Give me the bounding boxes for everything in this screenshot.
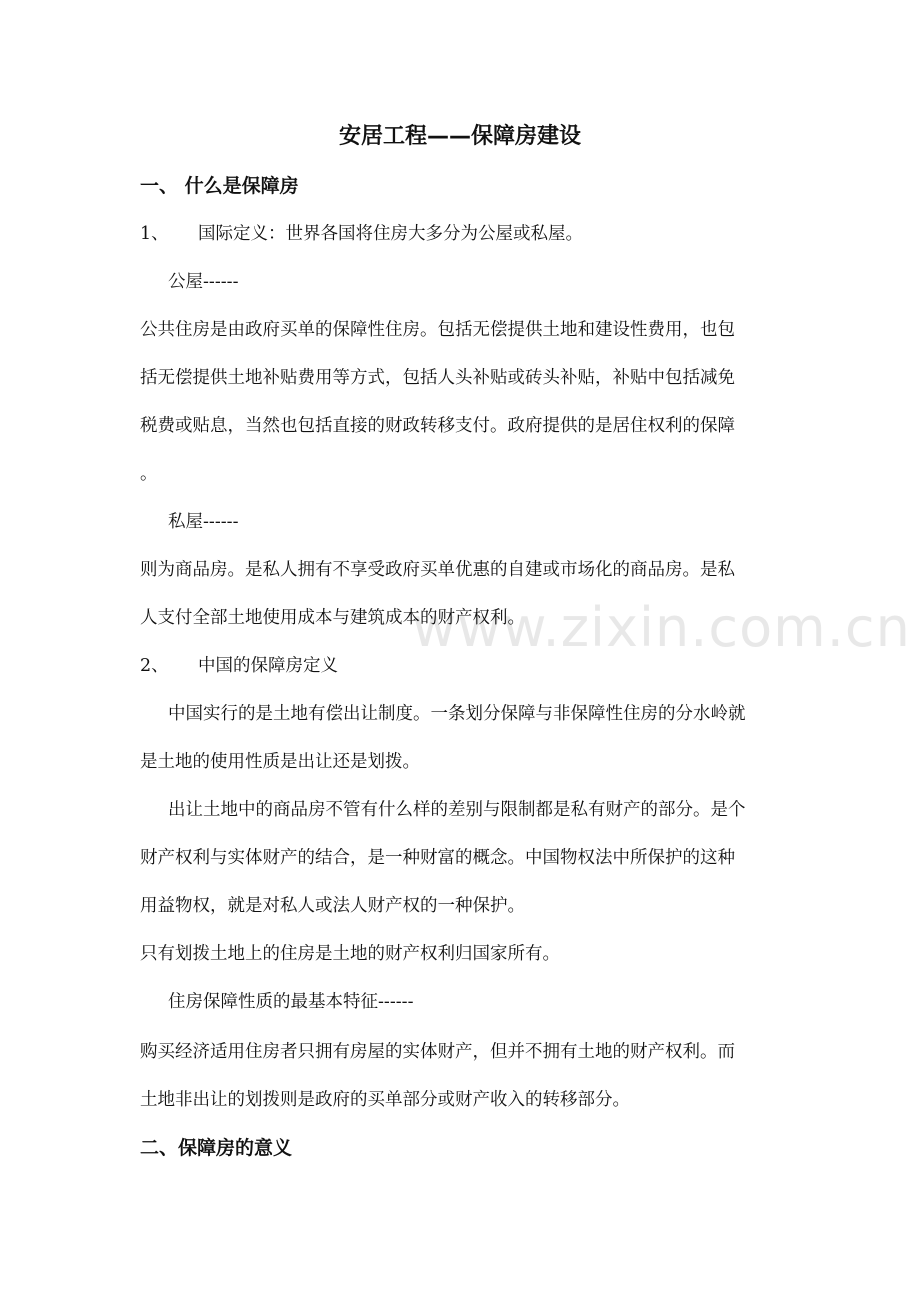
china-paragraph-1-line: 是土地的使用性质是出让还是划拨。: [140, 752, 420, 772]
feature-line: 购买经济适用住房者只拥有房屋的实体财产，但并不拥有土地的财产权利。而: [140, 1042, 735, 1062]
private-housing-label: 私屋------: [168, 512, 239, 532]
item-1: [140, 222, 583, 246]
china-paragraph-3: 只有划拨土地上的住房是土地的财产权利归国家所有。: [140, 944, 560, 964]
china-paragraph-1-line: 中国实行的是土地有偿出让制度。一条划分保障与非保障性住房的分水岭就: [168, 704, 746, 724]
china-paragraph-2-line: 用益物权，就是对私人或法人财产权的一种保护。: [140, 896, 525, 916]
public-housing-label: 公屋------: [168, 272, 239, 292]
china-paragraph-2-line: 财产权利与实体财产的结合，是一种财富的概念。中国物权法中所保护的这种: [140, 848, 735, 868]
section-1-heading: 一、 什么是保障房: [140, 175, 299, 197]
item-2: [140, 654, 338, 678]
item-2-number: 2、: [140, 656, 169, 676]
item-1-number: 1、: [140, 224, 169, 244]
watermark: www.zixin.com.cn: [412, 596, 911, 659]
public-housing-line: 公共住房是由政府买单的保障性住房。包括无偿提供土地和建设性费用，也包: [140, 320, 735, 340]
public-housing-line: 括无偿提供土地补贴费用等方式，包括人头补贴或砖头补贴，补贴中包括减免: [140, 368, 735, 388]
private-housing-line: 则为商品房。是私人拥有不享受政府买单优惠的自建或市场化的商品房。是私: [140, 560, 735, 580]
private-housing-line: 人支付全部土地使用成本与建筑成本的财产权利。: [140, 608, 525, 628]
section-2-heading: 二、保障房的意义: [140, 1137, 293, 1159]
item-2-text: 中国的保障房定义: [198, 656, 338, 676]
china-paragraph-2-line: 出让土地中的商品房不管有什么样的差别与限制都是私有财产的部分。是个: [168, 800, 746, 820]
public-housing-line: 税费或贴息，当然也包括直接的财政转移支付。政府提供的是居住权利的保障: [140, 416, 735, 436]
feature-label: 住房保障性质的最基本特征------: [168, 992, 414, 1012]
item-1-text: 国际定义：世界各国将住房大多分为公屋或私屋。: [198, 224, 583, 244]
feature-line: 土地非出让的划拨则是政府的买单部分或财产收入的转移部分。: [140, 1090, 630, 1110]
document-title: 安居工程——保障房建设: [338, 124, 581, 149]
public-housing-line: 。: [140, 464, 158, 484]
